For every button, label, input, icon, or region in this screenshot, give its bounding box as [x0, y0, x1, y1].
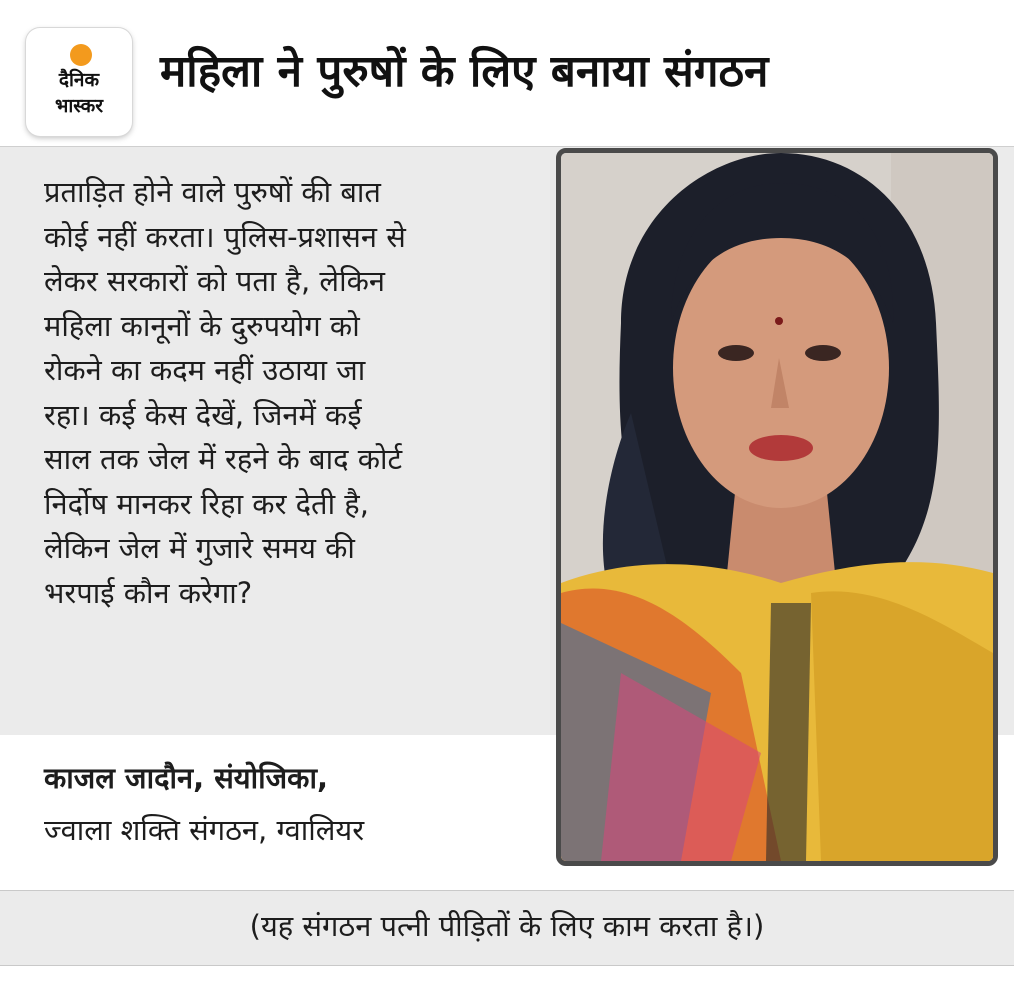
attribution-org: ज्वाला शक्ति संगठन, ग्वालियर — [44, 813, 365, 847]
footnote: (यह संगठन पत्नी पीड़ितों के लिए काम करता है।) — [249, 909, 765, 943]
sun-icon — [70, 44, 92, 66]
header — [0, 0, 1014, 146]
dainik-bhaskar-logo — [26, 28, 132, 136]
quote-line: प्रताड़ित होने वाले पुरुषों की बात — [44, 175, 381, 209]
logo-text-line1: दैनिक — [58, 69, 100, 91]
portrait-photo — [556, 148, 998, 866]
quote-text — [44, 170, 554, 615]
quote-line: साल तक जेल में रहने के बाद कोर्ट — [44, 442, 403, 476]
attribution-name: काजल जादौन, संयोजिका, — [44, 761, 328, 795]
quote-line: लेकर सरकारों को पता है, लेकिन — [44, 264, 385, 298]
quote-line: रहा। कई केस देखें, जिनमें कई — [44, 397, 362, 432]
quote-line: निर्दोष मानकर रिहा कर देती है, — [44, 486, 369, 521]
quote-line: भरपाई कौन करेगा? — [44, 575, 253, 610]
quote-line: लेकिन जेल में गुजारे समय की — [44, 531, 355, 565]
quote-line: महिला कानूनों के दुरुपयोग को — [44, 308, 360, 343]
portrait-illustration — [561, 153, 993, 861]
logo-text-line2: भास्कर — [54, 95, 104, 117]
headline: महिला ने पुरुषों के लिए बनाया संगठन — [160, 46, 769, 97]
quote-line: कोई नहीं करता। पुलिस-प्रशासन से — [44, 219, 406, 254]
quote-line: रोकने का कदम नहीं उठाया जा — [44, 353, 366, 387]
